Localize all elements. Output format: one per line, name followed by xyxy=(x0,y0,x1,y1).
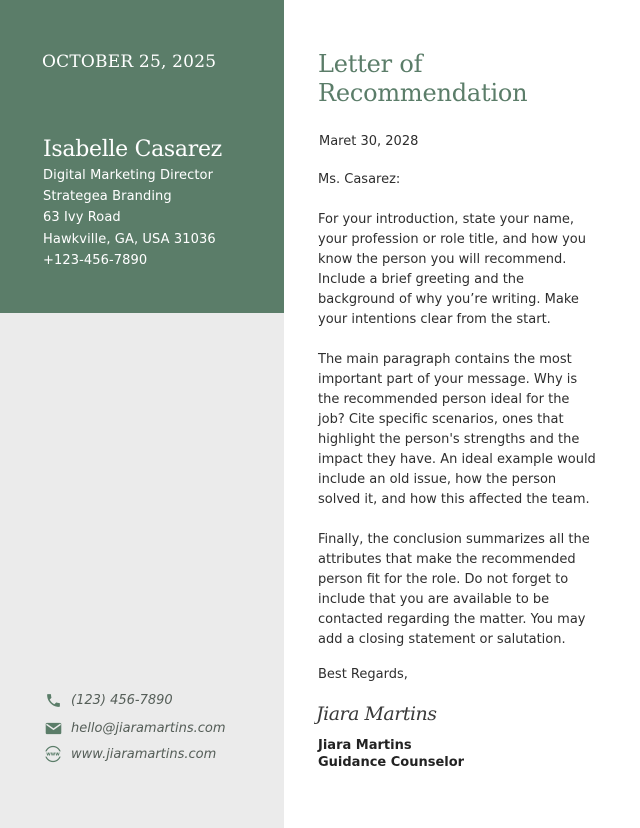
sender-company: Strategea Branding xyxy=(43,189,172,205)
phone-icon xyxy=(44,691,62,709)
contact-website xyxy=(44,744,216,764)
contact-website-text: www.jiaramartins.com xyxy=(71,746,217,762)
contact-email-text: hello@jiaramartins.com xyxy=(71,720,226,736)
signer-name: Jiara Martins xyxy=(318,738,412,753)
signature xyxy=(314,695,444,735)
sender-city: Hawkville, GA, USA 31036 xyxy=(43,231,216,247)
letter-closing: Best Regards, xyxy=(318,667,408,682)
letter-greeting: Ms. Casarez: xyxy=(318,172,401,187)
sender-phone: +123-456-7890 xyxy=(43,252,148,268)
sender-panel xyxy=(0,0,284,313)
contact-phone-text: (123) 456-7890 xyxy=(71,692,173,708)
sender-name: Isabelle Casarez xyxy=(43,137,222,162)
svg-text:www: www xyxy=(46,751,60,758)
paragraph-introduction: For your introduction, state your name, your profession or role title, and how you know the person you will recommend. Include a brief greeting and the background of why you’re writing. Make your intentions clear from the start. xyxy=(318,212,586,327)
letter-title-line1: Letter of xyxy=(318,50,423,78)
signature-text: Jiara Martins xyxy=(316,703,437,725)
signer-block xyxy=(318,738,464,771)
sender-details xyxy=(43,165,216,271)
letter-title-line2: Recommendation xyxy=(318,79,528,107)
sender-street: 63 Ivy Road xyxy=(43,210,121,226)
letter-date: Maret 30, 2028 xyxy=(319,134,419,149)
contact-phone xyxy=(44,690,173,710)
signer-title: Guidance Counselor xyxy=(318,754,465,770)
website-icon xyxy=(44,745,62,763)
contact-email xyxy=(44,718,226,738)
paragraph-conclusion: Finally, the conclusion summarizes all the attributes that make the recommended person fit for the role. Do not forget to include that you are available to be contacted regarding the matter. You may add a closing statement or salutation. xyxy=(318,532,590,647)
email-icon xyxy=(44,719,62,737)
sender-title: Digital Marketing Director xyxy=(43,168,214,183)
paragraph-main: The main paragraph contains the most important part of your message. Why is the recommended person ideal for the job? Cite specific scenarios, ones that highlight the person's strengths and the impact they have. An ideal example would include an old issue, how the person solved it, and how this affected the team. xyxy=(318,352,596,507)
header-date: OCTOBER 25, 2025 xyxy=(42,52,217,72)
left-panel xyxy=(0,0,284,828)
letter-title xyxy=(318,50,527,108)
